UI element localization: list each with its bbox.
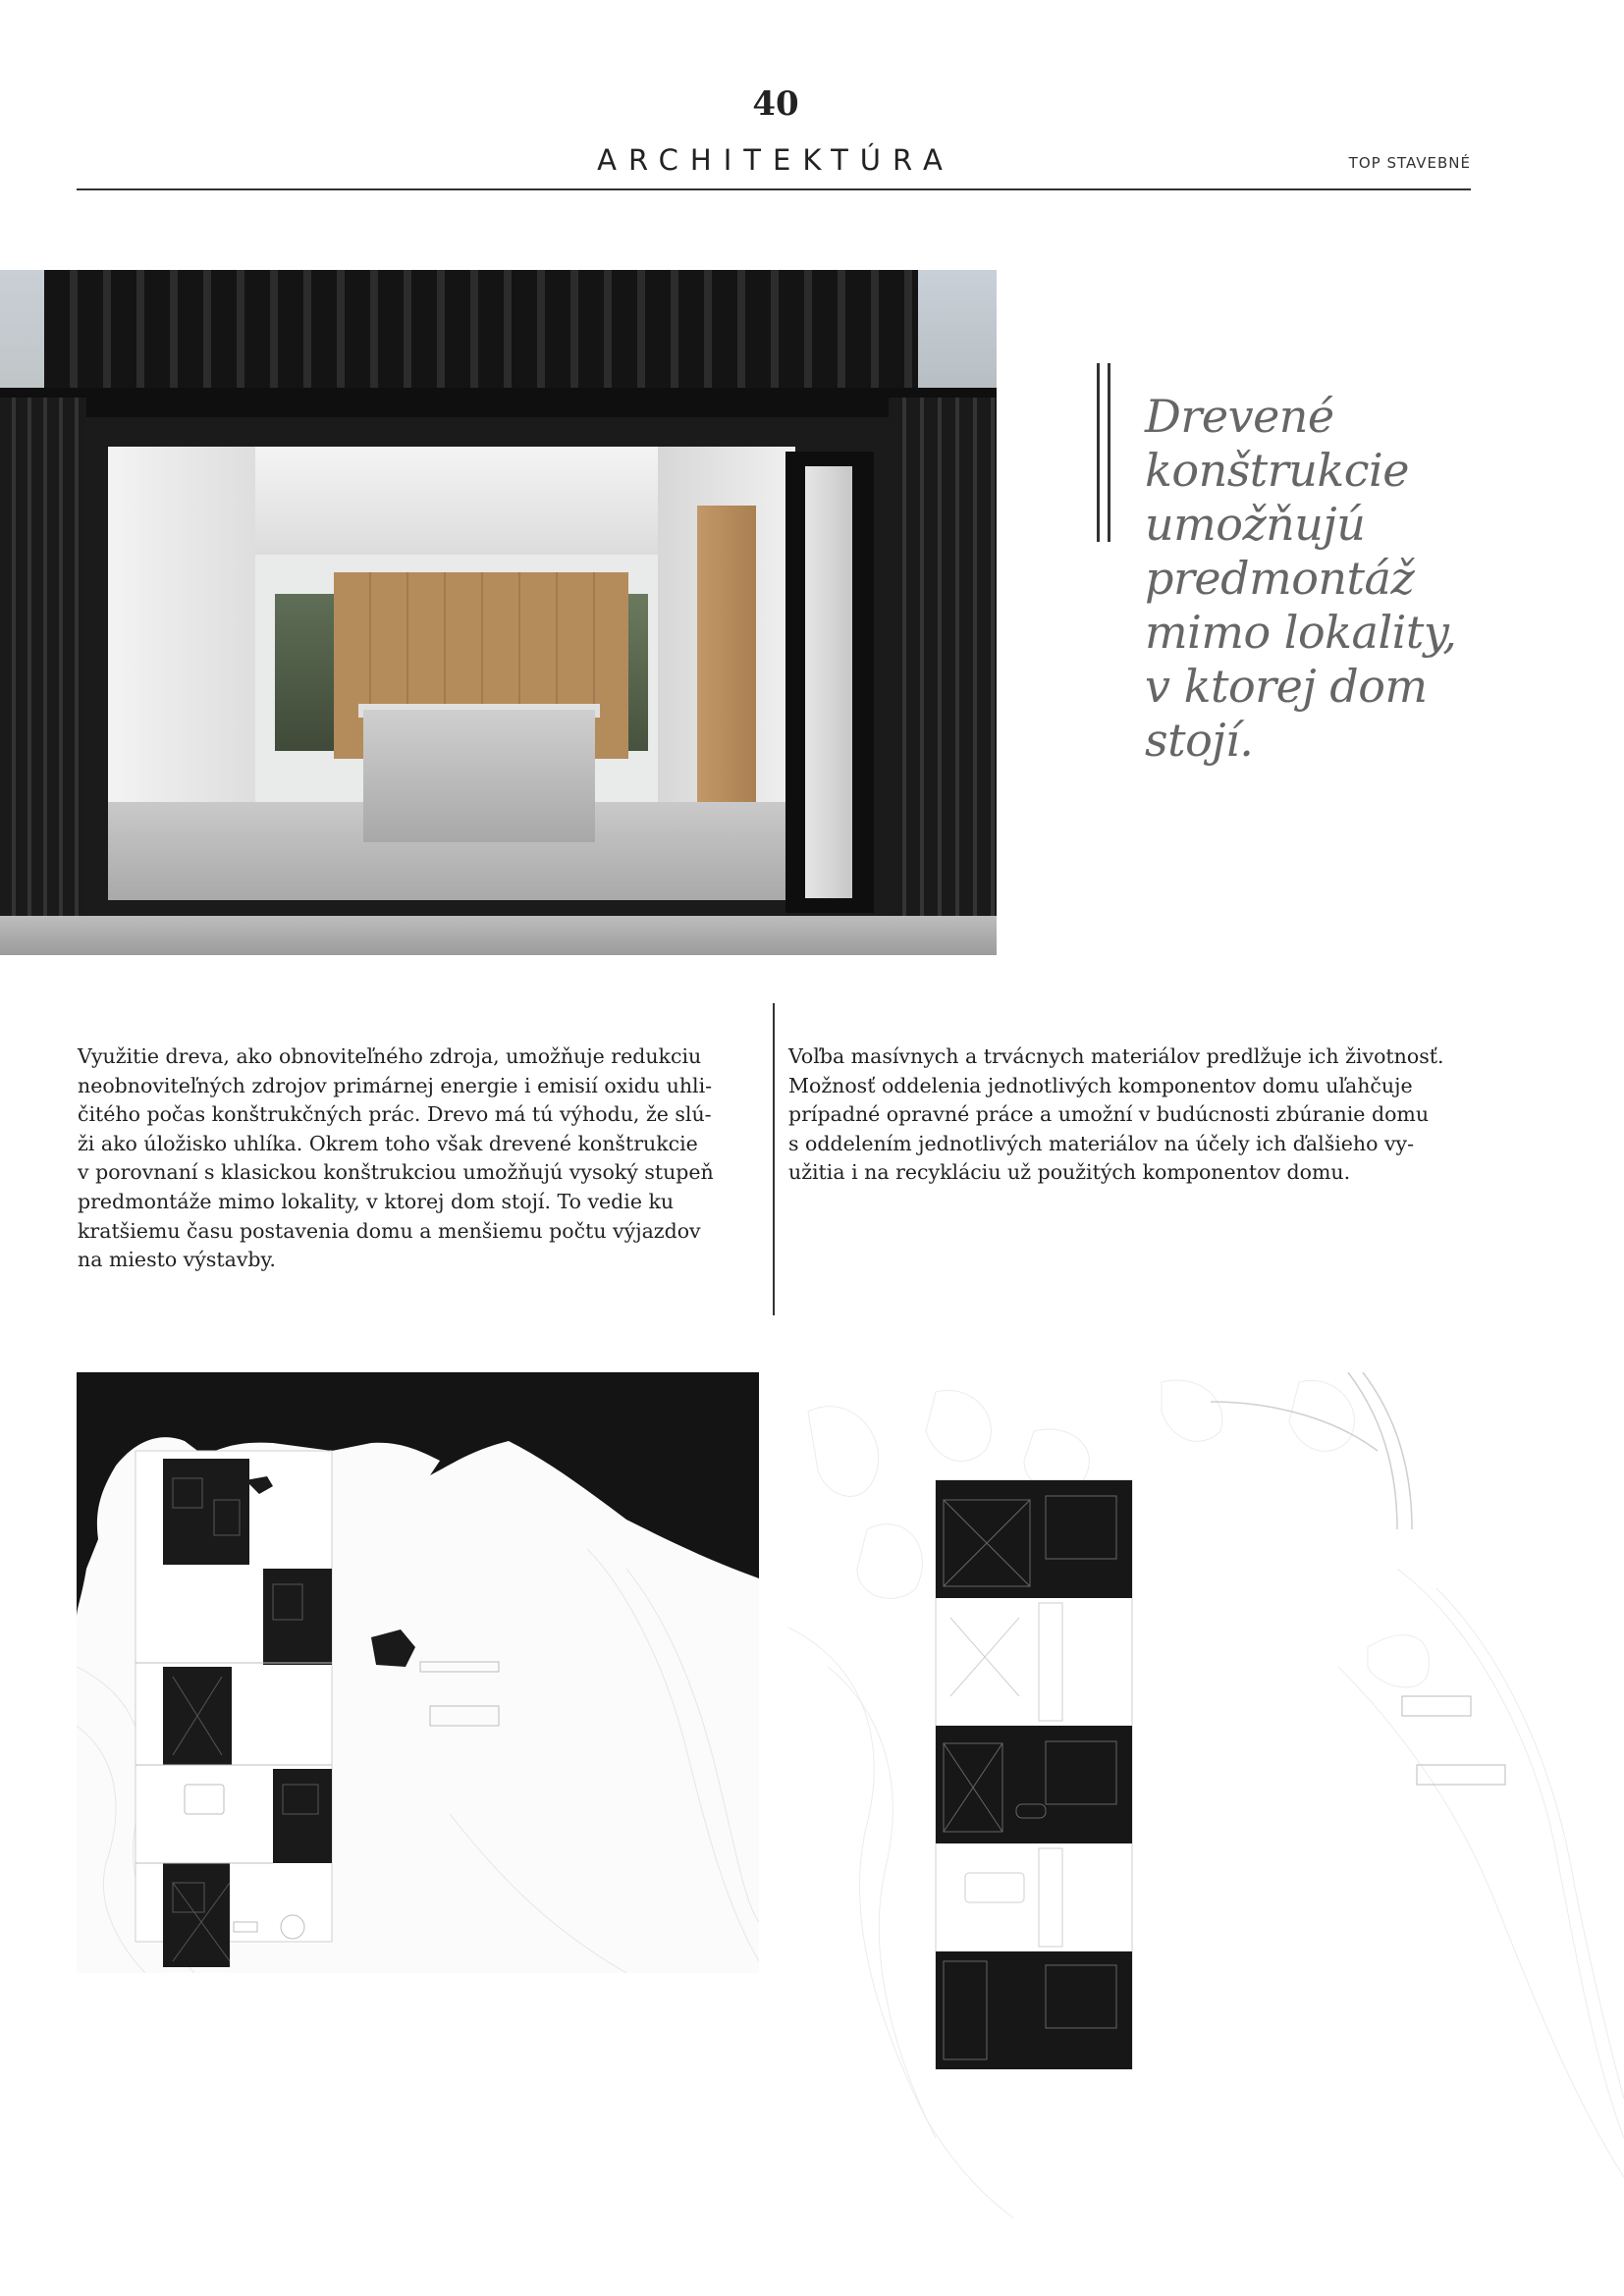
pull-quote-line: mimo lokality,: [1145, 606, 1457, 659]
body-left-line: Využitie dreva, ako obnoviteľného zdroja, umožňuje redukciu: [78, 1044, 702, 1068]
floor-plan-left: [77, 1372, 759, 1973]
body-left-line: neobnoviteľných zdrojov primárnej energie i emisií oxidu uhli-: [78, 1073, 713, 1097]
pull-quote-line: umožňujú: [1145, 498, 1366, 551]
body-left-line: predmontáže mimo lokality, v ktorej dom stojí. To vedie ku: [78, 1189, 675, 1213]
pull-quote-line: v ktorej dom: [1145, 660, 1428, 713]
body-column-left: [78, 1042, 759, 1275]
section-title: ARCHITEKTÚRA: [597, 143, 954, 177]
pull-quote-line: predmontáž: [1145, 552, 1415, 605]
pull-quote-line: stojí.: [1145, 714, 1254, 767]
pull-quote-line: konštrukcie: [1145, 444, 1409, 497]
body-left-line: na miesto výstavby.: [78, 1248, 276, 1272]
brand-label: TOP STAVEBNÉ: [1348, 154, 1471, 172]
body-column-right: [788, 1042, 1470, 1188]
body-right-line: prípadné opravné práce a umožní v budúcnosti zbúranie domu: [788, 1102, 1430, 1127]
pull-quote-line: Drevené: [1145, 390, 1334, 443]
floor-plan-right: [788, 1372, 1624, 2218]
column-divider: [773, 1003, 775, 1315]
body-left-line: čitého počas konštrukčných prác. Drevo má tú výhodu, že slú-: [78, 1102, 712, 1127]
body-right-line: užitia i na recykláciu už použitých komponentov domu.: [788, 1160, 1351, 1185]
body-left-line: kratšiemu času postavenia domu a menšiemu počtu výjazdov: [78, 1218, 701, 1243]
pull-quote: [1145, 390, 1459, 768]
body-left-line: ži ako úložisko uhlíka. Okrem toho však drevené konštrukcie: [78, 1131, 698, 1155]
house-photo: [0, 270, 997, 955]
body-right-line: Možnosť oddelenia jednotlivých komponentov domu uľahčuje: [788, 1073, 1413, 1097]
quote-marker: [1097, 363, 1110, 542]
body-left-line: v porovnaní s klasickou konštrukciou umožňujú vysoký stupeň: [78, 1160, 714, 1185]
page-number: 40: [752, 84, 799, 124]
body-right-line: s oddelením jednotlivých materiálov na účely ich ďalšieho vy-: [788, 1131, 1415, 1155]
body-right-line: Voľba masívnych a trvácnych materiálov predlžuje ich životnosť.: [788, 1044, 1444, 1068]
header-divider: [77, 188, 1471, 190]
